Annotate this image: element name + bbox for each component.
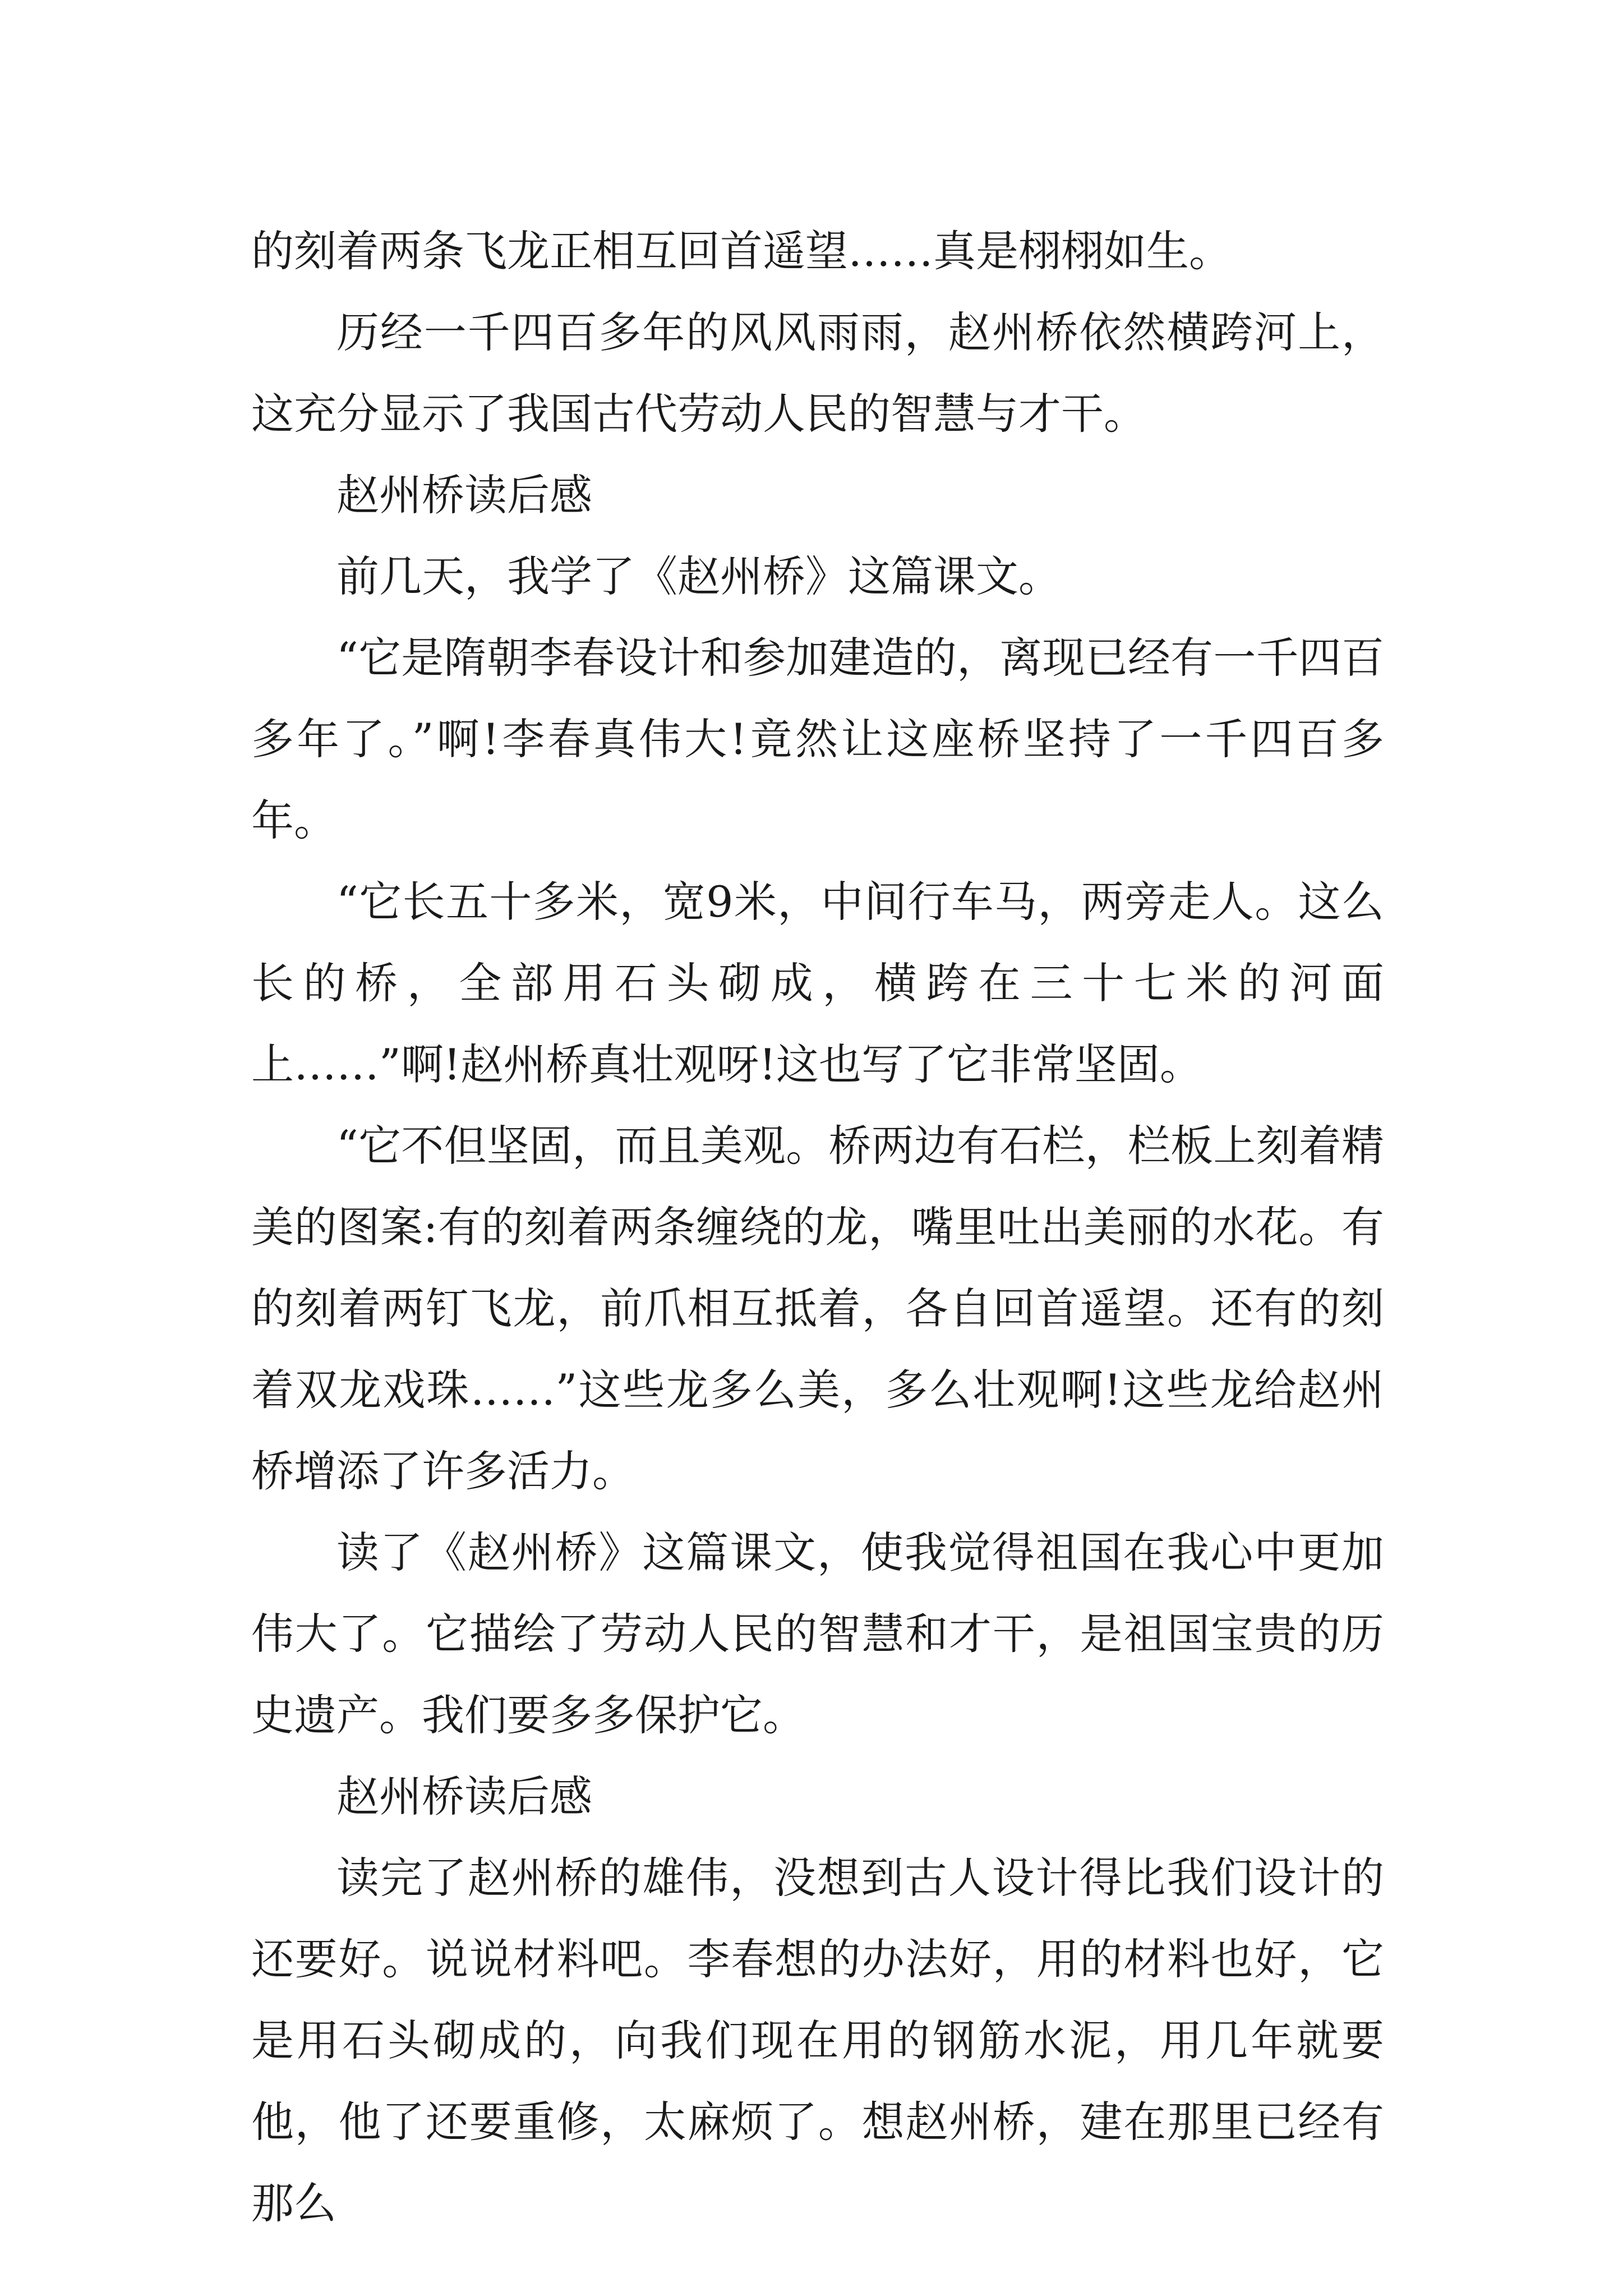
paragraph: 前几天，我学了《赵州桥》这篇课文。 [336, 551, 1061, 601]
paragraph: “它是隋朝李春设计和参加建造的，离现已经有一千四百多年了。”啊!李春真伟大!竟然让这座桥坚持了一千四百多年。 [251, 633, 1384, 845]
section-heading: 赵州桥读后感 [336, 1772, 592, 1821]
paragraph-continuation: 的刻着两条飞龙正相互回首遥望……真是栩栩如生。 [251, 226, 1232, 276]
paragraph: “它长五十多米，宽9米，中间行车马，两旁走人。这么长的桥，全部用石头砌成，横跨在三十七米的河面上……”啊!赵州桥真壮观呀!这也写了它非常坚固。 [251, 877, 1384, 1089]
paragraph: “它不但坚固，而且美观。桥两边有石栏，栏板上刻着精美的图案:有的刻着两条缠绕的龙，嘴里吐出美丽的水花。有的刻着两钉飞龙，前爪相互抵着，各自回首遥望。还有的刻着双龙戏珠……”这些龙多么美，多么壮观啊!这些龙给赵州桥增添了许多活力。 [251, 1121, 1384, 1496]
paragraph: 读完了赵州桥的雄伟，没想到古人设计得比我们设计的还要好。说说材料吧。李春想的办法好，用的材料也好，它是用石头砌成的，向我们现在用的钢筋水泥，用几年就要他，他了还要重修，太麻烦了。想赵州桥，建在那里已经有那么 [251, 1853, 1384, 2228]
document-body [251, 210, 1384, 2244]
paragraph: 历经一千四百多年的风风雨雨，赵州桥依然横跨河上，这充分显示了我国古代劳动人民的智慧与才干。 [251, 307, 1384, 439]
paragraph: 读了《赵州桥》这篇课文，使我觉得祖国在我心中更加伟大了。它描绘了劳动人民的智慧和才干，是祖国宝贵的历史遗产。我们要多多保护它。 [251, 1527, 1384, 1740]
section-heading: 赵州桥读后感 [336, 470, 592, 520]
